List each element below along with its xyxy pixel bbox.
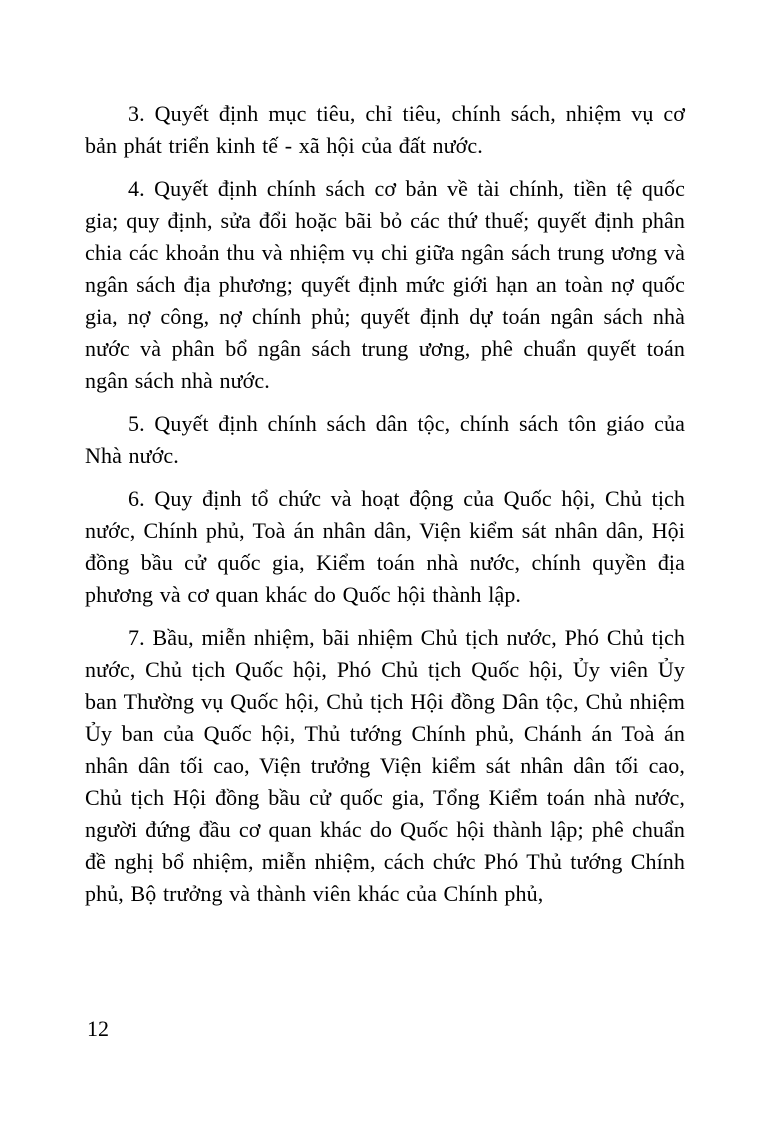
paragraph-clause-5: 5. Quyết định chính sách dân tộc, chính sách tôn giáo của Nhà nước. xyxy=(85,411,685,468)
page-body-text xyxy=(85,98,685,910)
paragraph-clause-4: 4. Quyết định chính sách cơ bản về tài chính, tiền tệ quốc gia; quy định, sửa đổi hoặc bãi bỏ các thứ thuế; quyết định phân chia các khoản thu và nhiệm vụ chi giữa ngân sách trung ương và ngân sách địa phương; quyết định mức giới hạn an toàn nợ quốc gia, nợ công, nợ chính phủ; quyết định dự toán ngân sách nhà nước và phân bổ ngân sách trung ương, phê chuẩn quyết toán ngân sách nhà nước. xyxy=(85,176,685,393)
paragraph-clause-6: 6. Quy định tổ chức và hoạt động của Quốc hội, Chủ tịch nước, Chính phủ, Toà án nhân dân, Viện kiểm sát nhân dân, Hội đồng bầu cử quốc gia, Kiểm toán nhà nước, chính quyền địa phương và cơ quan khác do Quốc hội thành lập. xyxy=(85,486,685,607)
page-number: 12 xyxy=(87,1016,109,1041)
paragraph-clause-3: 3. Quyết định mục tiêu, chỉ tiêu, chính sách, nhiệm vụ cơ bản phát triển kinh tế - xã hội của đất nước. xyxy=(85,101,685,158)
paragraph-clause-7: 7. Bầu, miễn nhiệm, bãi nhiệm Chủ tịch nước, Phó Chủ tịch nước, Chủ tịch Quốc hội, Phó Chủ tịch Quốc hội, Ủy viên Ủy ban Thường vụ Quốc hội, Chủ tịch Hội đồng Dân tộc, Chủ nhiệm Ủy ban của Quốc hội, Thủ tướng Chính phủ, Chánh án Toà án nhân dân tối cao, Viện trưởng Viện kiểm sát nhân dân tối cao, Chủ tịch Hội đồng bầu cử quốc gia, Tổng Kiểm toán nhà nước, người đứng đầu cơ quan khác do Quốc hội thành lập; phê chuẩn đề nghị bổ nhiệm, miễn nhiệm, cách chức Phó Thủ tướng Chính phủ, Bộ trưởng và thành viên khác của Chính phủ, xyxy=(85,625,685,906)
